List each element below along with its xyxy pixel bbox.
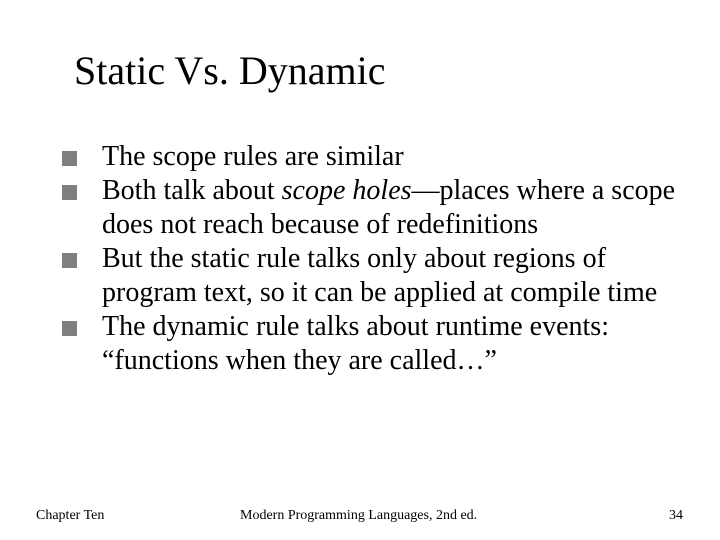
square-bullet-icon [62, 185, 77, 200]
square-bullet-icon [62, 253, 77, 268]
bullet-item [62, 174, 702, 242]
bullet-list [62, 140, 702, 378]
bullet-item [62, 310, 702, 378]
bullet-text: The dynamic rule talks about runtime events: “functions when they are called…” [102, 311, 609, 376]
footer-chapter: Chapter Ten [36, 508, 105, 523]
bullet-text: The scope rules are similar [102, 141, 404, 172]
emphasis-text: scope holes [281, 175, 412, 206]
square-bullet-icon [62, 151, 77, 166]
bullet-text: —places where a scope does not reach because of redefinitions [102, 175, 676, 240]
bullet-text: But the static rule talks only about regions of program text, so it can be applied at compile time [102, 243, 658, 308]
footer-book-title: Modern Programming Languages, 2nd ed. [240, 508, 478, 523]
bullet-item [62, 242, 702, 310]
bullet-text: Both talk about [102, 175, 282, 206]
bullet-item [62, 140, 702, 174]
slide-title: Static Vs. Dynamic [74, 48, 386, 93]
page-number: 34 [669, 508, 683, 523]
square-bullet-icon [62, 321, 77, 336]
